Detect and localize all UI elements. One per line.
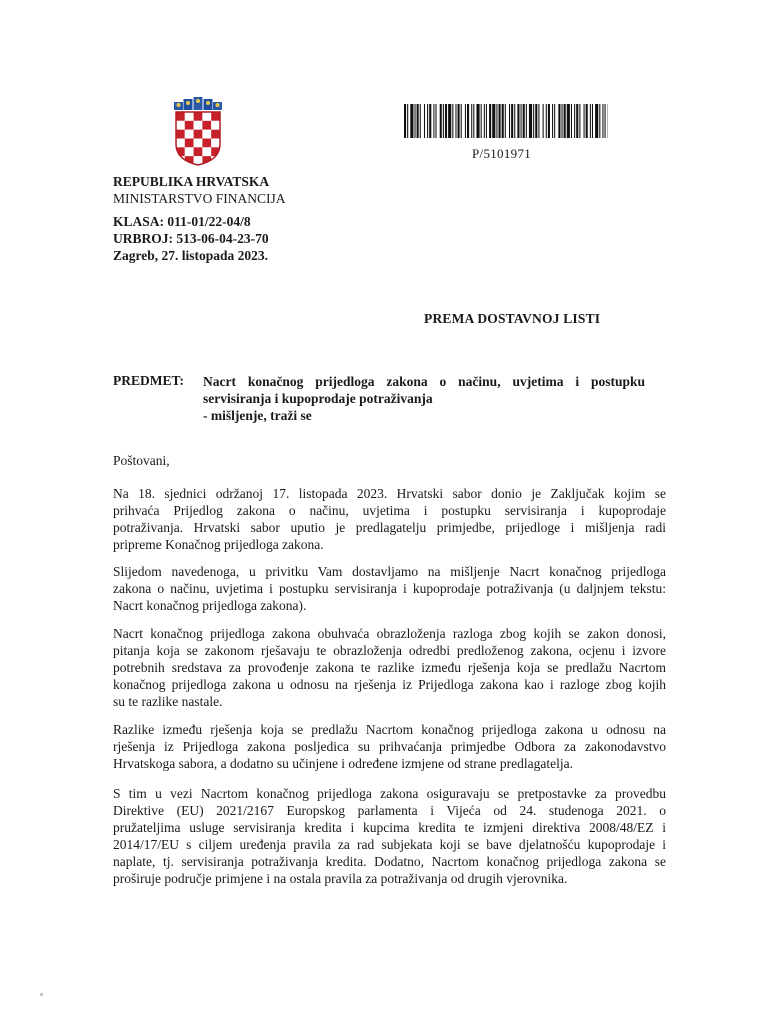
paragraph-line: su te razlike nastale.: [113, 694, 223, 709]
ministry-name: MINISTARSTVO FINANCIJA: [113, 191, 286, 206]
subject-text: [203, 373, 645, 424]
paragraph-line: Hrvatskoga sabora, a dodatno su učinjene i određene izmjene od strane predlagatelja.: [113, 756, 573, 771]
paragraph-line: zakona o načinu, uvjetima i postupku servisiranja i kupoprodaje potraživanja (u daljnjem tekstu:: [113, 581, 666, 596]
subject-line: - mišljenje, traži se: [203, 408, 312, 423]
paragraph-line: pitanja koja se zakonom rješavaju te obrazloženja odredbi predloženog zakona, ocjenu i izvore: [113, 643, 666, 658]
paragraph-line: potrebnih sredstava za provođenje zakona te razlike između rješenja koja se predlažu Nacrtom: [113, 660, 666, 675]
paragraph-line: Slijedom navedenoga, u privitku Vam dostavljamo na mišljenje Nacrt konačnog prijedloga: [113, 564, 666, 579]
paragraph-line: rješenja iz Prijedloga zakona posljedica su prihvaćanja primjedbe Odbora za zakonodavstvo: [113, 739, 666, 754]
paragraph-line: potraživanja. Hrvatski sabor uputio je predlagatelju primjedbe, prijedloge i mišljenja radi: [113, 520, 666, 535]
place-date: Zagreb, 27. listopada 2023.: [113, 248, 269, 263]
body-paragraph: [113, 721, 666, 772]
paragraph-line: proširuje područje primjene i na ostala pravila za potraživanja od drugih vjerovnika.: [113, 871, 568, 886]
paragraph-line: pružateljima usluge servisiranja kredita i kupcima kredita te izmjeni direktiva 2008/48/EZ i: [113, 820, 666, 835]
klasa-ref: KLASA: 011-01/22-04/8: [113, 214, 251, 229]
urbroj-ref: URBROJ: 513-06-04-23-70: [113, 231, 269, 246]
paragraph-line: Nacrt konačnog prijedloga zakona).: [113, 598, 307, 613]
paragraph-line: prihvaća Prijedlog zakona o načinu, uvjetima i postupku servisiranja i kupoprodaje: [113, 503, 666, 518]
subject-line: servisiranja i kupoprodaje potraživanja: [203, 391, 433, 406]
body-paragraph: [113, 563, 666, 614]
body-paragraph: [113, 485, 666, 553]
subject-line: Nacrt konačnog prijedloga zakona o načinu, uvjetima i postupku: [203, 374, 645, 389]
subject-label: PREDMET:: [113, 373, 184, 388]
body-paragraph: [113, 625, 666, 710]
paragraph-line: Direktive (EU) 2021/2167 Europskog parlamenta i Vijeća od 24. studenoga 2021. o: [113, 803, 666, 818]
paragraph-line: naplate, tj. servisiranja potraživanja kredita. Dodatno, Nacrtom konačnog prijedloga zakona se: [113, 854, 666, 869]
scan-mark: [40, 993, 43, 996]
paragraph-line: 2014/17/EU s ciljem uređenja pravila za rad subjekata koji se bave djelatnošću kupoprodaje i: [113, 837, 666, 852]
barcode: [404, 104, 608, 138]
coat-of-arms-icon: [172, 96, 224, 166]
paragraph-line: Razlike između rješenja koja se predlažu Nacrtom konačnog prijedloga zakona u odnosu na: [113, 722, 666, 737]
recipient: PREMA DOSTAVNOJ LISTI: [424, 311, 601, 326]
barcode-number: P/5101971: [472, 146, 532, 161]
paragraph-line: konačnog prijedloga zakona u odnosu na rješenja iz Prijedloga zakona kao i razloge zbog kojih: [113, 677, 666, 692]
paragraph-line: Na 18. sjednici održanoj 17. listopada 2023. Hrvatski sabor donio je Zaključak kojim se: [113, 486, 666, 501]
paragraph-line: pripreme Konačnog prijedloga zakona.: [113, 537, 324, 552]
body-paragraph: [113, 785, 666, 887]
paragraph-line: S tim u vezi Nacrtom konačnog prijedloga zakona osiguravaju se pretpostavke za provedbu: [113, 786, 666, 801]
paragraph-line: Nacrt konačnog prijedloga zakona obuhvaća obrazloženja razloga zbog kojih se zakon donosi,: [113, 626, 666, 641]
salutation: Poštovani,: [113, 453, 170, 468]
country-name: REPUBLIKA HRVATSKA: [113, 174, 270, 189]
